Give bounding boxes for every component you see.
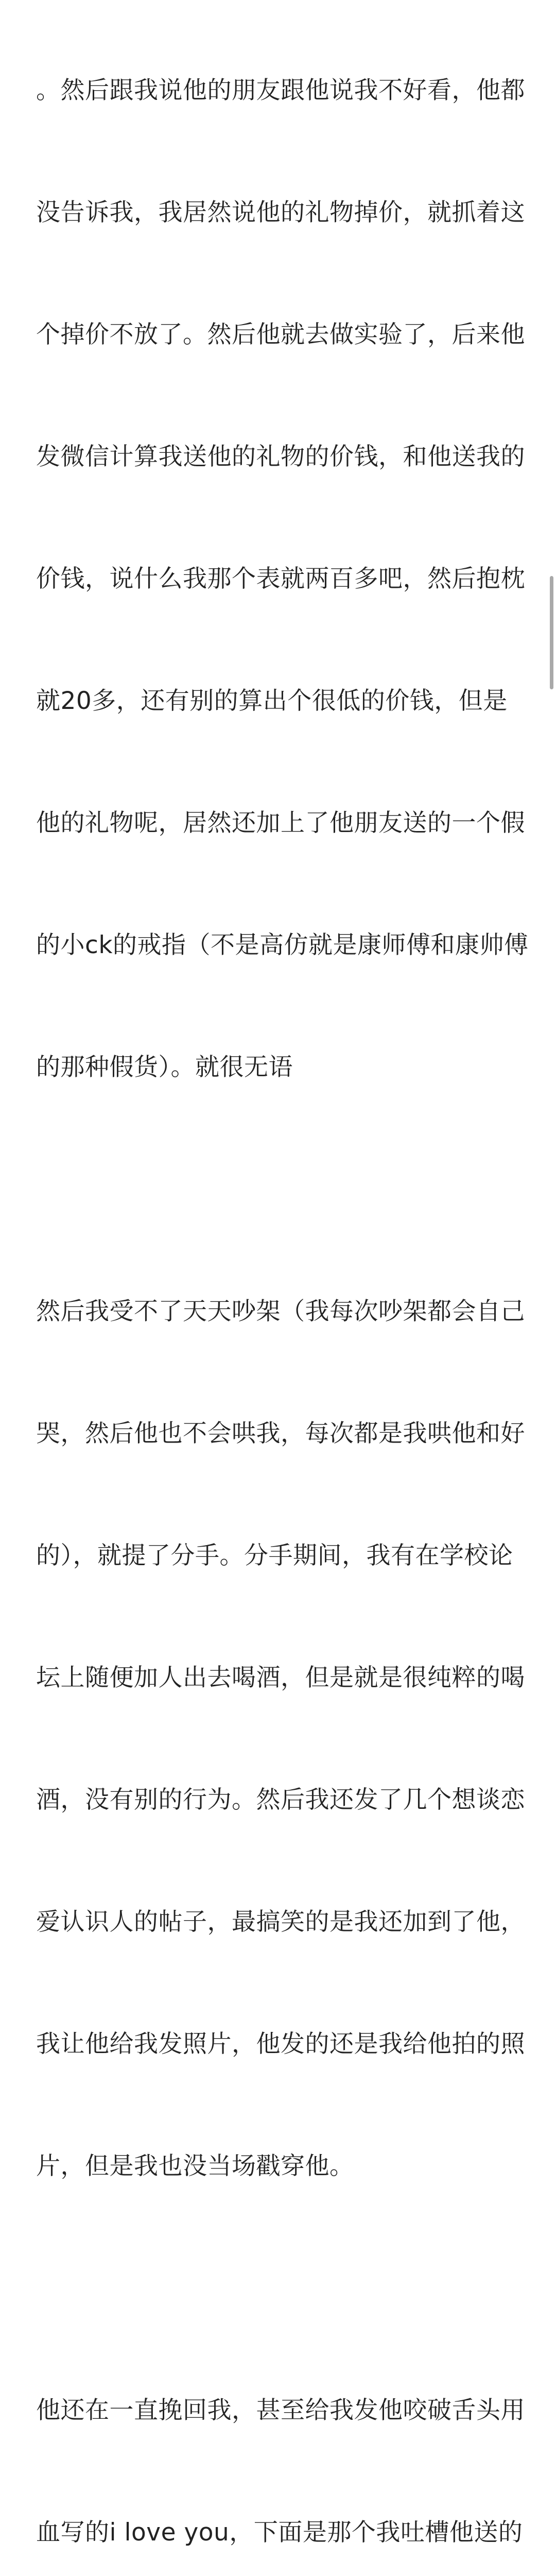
text-line: 我让他给我发照片，他发的还是我给他拍的照 bbox=[36, 2030, 525, 2058]
text-line: 。然后跟我说他的朋友跟他说我不好看，他都 bbox=[36, 76, 525, 105]
text-line: 的小ck的戒指（不是高仿就是康师傅和康帅傅 bbox=[36, 931, 529, 959]
text-line: 的那种假货）。就很无语 bbox=[36, 1053, 293, 1081]
text-line: 就20多，还有别的算出个很低的价钱，但是 bbox=[36, 687, 508, 715]
text-line: 他的礼物呢，居然还加上了他朋友送的一个假 bbox=[36, 809, 525, 837]
text-line: 坛上随便加人出去喝酒，但是就是很纯粹的喝 bbox=[36, 1664, 525, 1692]
text-line: 价钱，说什么我那个表就两百多吧，然后抱枕 bbox=[36, 565, 525, 593]
text-line: 片，但是我也没当场戳穿他。 bbox=[36, 2152, 354, 2180]
text-line: 发微信计算我送他的礼物的价钱，和他送我的 bbox=[36, 443, 525, 471]
text-line: 爱认识人的帖子，最搞笑的是我还加到了他， bbox=[36, 1908, 525, 1936]
scrollbar-thumb[interactable] bbox=[550, 576, 553, 689]
paragraph-3 bbox=[36, 2309, 523, 2576]
text-line: 他还在一直挽回我，甚至给我发他咬破舌头用 bbox=[36, 2396, 525, 2425]
vertical-scrollbar[interactable] bbox=[549, 0, 556, 958]
text-line: 然后我受不了天天吵架（我每次吵架都会自己 bbox=[36, 1297, 525, 1326]
text-line: 酒，没有别的行为。然后我还发了几个想谈恋 bbox=[36, 1786, 525, 1814]
text-line: 的），就提了分手。分手期间，我有在学校论 bbox=[36, 1541, 513, 1570]
paragraph-1 bbox=[36, 0, 529, 1169]
paragraph-2 bbox=[36, 1210, 523, 2268]
text-line: 没告诉我，我居然说他的礼物掉价，就抓着这 bbox=[36, 198, 525, 227]
text-line: 哭，然后他也不会哄我，每次都是我哄他和好 bbox=[36, 1419, 525, 1448]
text-line: 个掉价不放了。然后他就去做实验了，后来他 bbox=[36, 320, 525, 349]
article-body bbox=[36, 0, 529, 2576]
text-line: 血写的i love you，下面是那个我吐槽他送的 bbox=[36, 2518, 523, 2547]
